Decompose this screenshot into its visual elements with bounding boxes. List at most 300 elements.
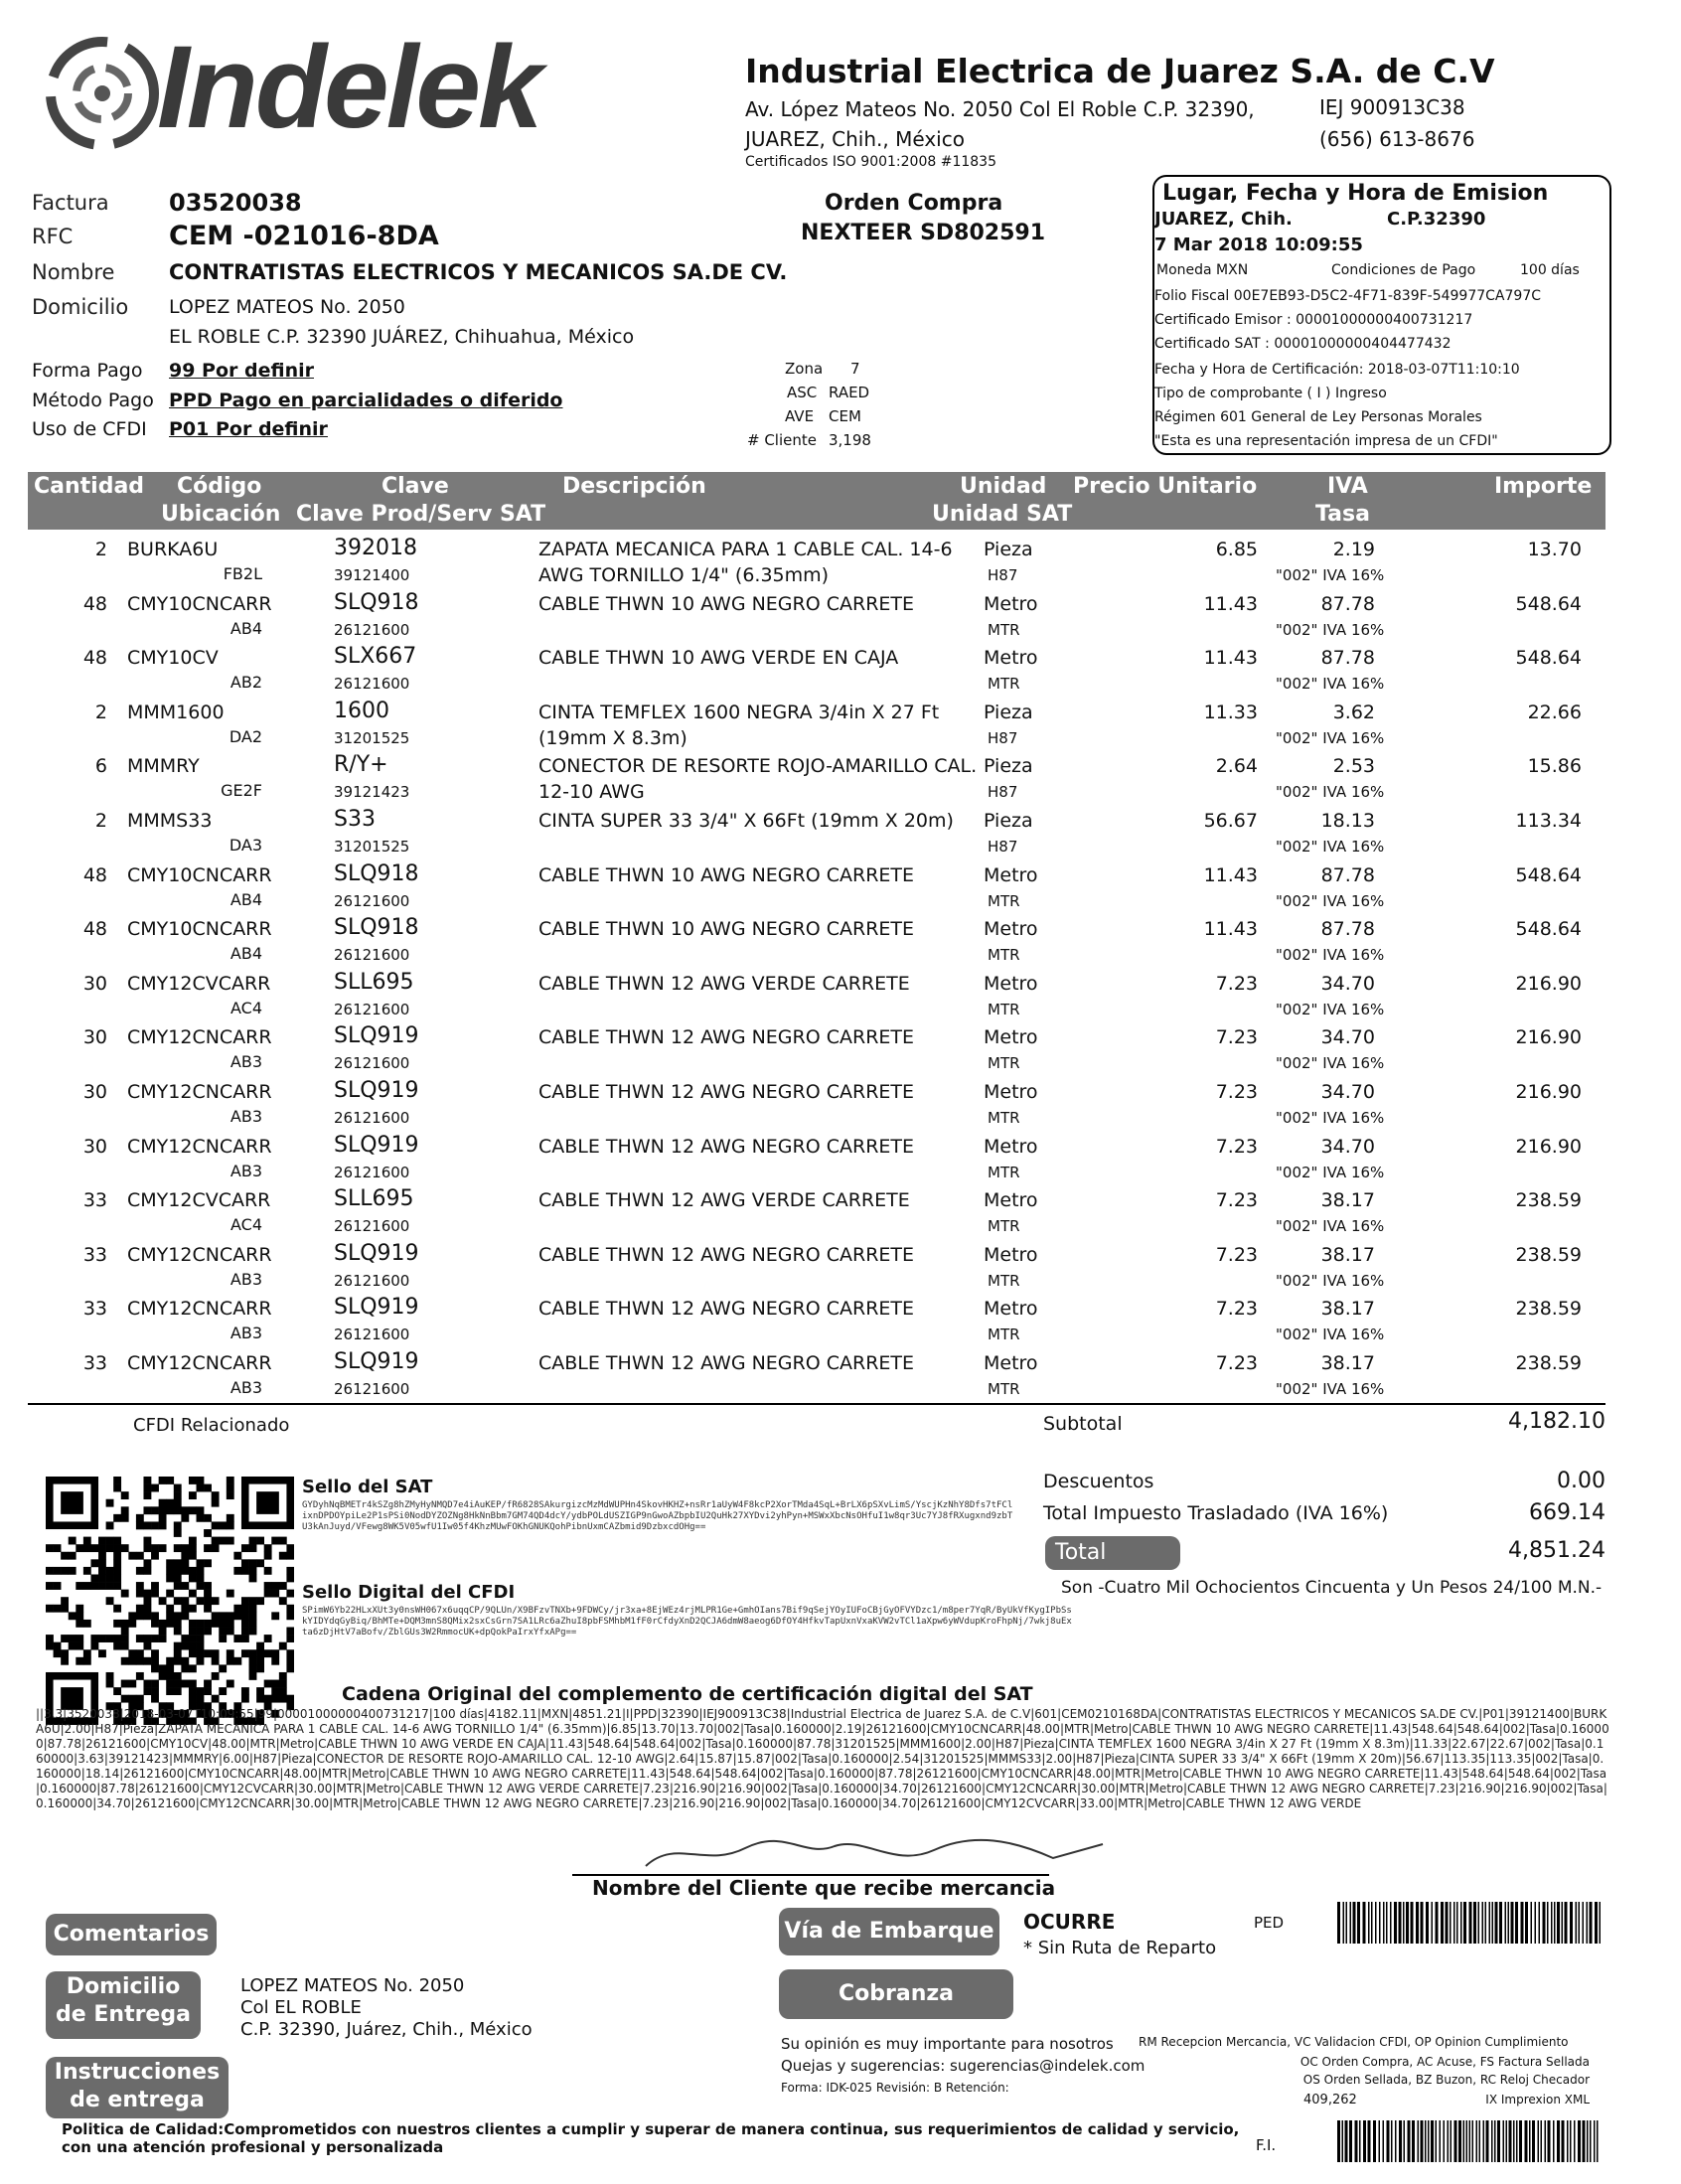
table-row bbox=[28, 1132, 1605, 1190]
barcode-bottom-icon bbox=[1335, 2120, 1604, 2162]
domicilio-line2: EL ROBLE C.P. 32390 JUÁREZ, Chihuahua, México bbox=[169, 326, 635, 348]
company-address1: Av. López Mateos No. 2050 Col El Roble C.P. 32390, bbox=[745, 97, 1255, 121]
cell-tasa: "002" IVA 16% bbox=[1276, 1217, 1385, 1236]
cell-unidad-sat: MTR bbox=[988, 1054, 1020, 1073]
cell-unidad: Metro bbox=[984, 1298, 1038, 1321]
cell-cantidad: 33 bbox=[82, 1189, 107, 1212]
cell-unidad-sat: MTR bbox=[988, 1217, 1020, 1236]
cell-precio: 7.23 bbox=[1215, 1135, 1258, 1158]
cell-ubicacion: AB3 bbox=[229, 1269, 262, 1289]
fi-label: F.I. bbox=[1256, 2136, 1277, 2154]
emission-fecha-cert: Fecha y Hora de Certificación: 2018-03-07T11:10:10 bbox=[1154, 362, 1520, 378]
legend-line4: IX Imprexion XML bbox=[1485, 2093, 1590, 2106]
cell-importe: 548.64 bbox=[1515, 592, 1582, 615]
cell-cantidad: 30 bbox=[82, 1026, 107, 1049]
cell-clave: SLQ918 bbox=[334, 860, 419, 886]
cell-unidad: Metro bbox=[984, 972, 1038, 995]
cell-clave-sat: 26121600 bbox=[334, 620, 410, 639]
table-row bbox=[28, 1240, 1605, 1299]
cell-precio: 7.23 bbox=[1215, 1352, 1258, 1374]
cell-clave-sat: 26121600 bbox=[334, 1109, 410, 1127]
ave-label: AVE bbox=[785, 407, 815, 425]
table-header bbox=[28, 472, 1605, 530]
cell-ubicacion: GE2F bbox=[221, 781, 262, 801]
cell-tasa: "002" IVA 16% bbox=[1276, 783, 1385, 802]
table-row bbox=[28, 1078, 1605, 1136]
factura-label: Factura bbox=[32, 191, 109, 215]
emission-tipo: Tipo de comprobante ( I ) Ingreso bbox=[1154, 386, 1387, 401]
cell-importe: 238.59 bbox=[1515, 1298, 1582, 1321]
cell-descripcion-1: CABLE THWN 10 AWG VERDE EN CAJA bbox=[538, 647, 899, 670]
table-row bbox=[28, 698, 1605, 756]
table-row bbox=[28, 969, 1605, 1027]
cell-clave-sat: 31201525 bbox=[334, 728, 410, 747]
cell-precio: 7.23 bbox=[1215, 1243, 1258, 1266]
uso-value: P01 Por definir bbox=[169, 418, 328, 440]
cell-unidad-sat: MTR bbox=[988, 1380, 1020, 1398]
cell-descripcion-1: CABLE THWN 12 AWG VERDE CARRETE bbox=[538, 1189, 910, 1212]
cell-clave: SLQ918 bbox=[334, 589, 419, 615]
legend-line3: OS Orden Sellada, BZ Buzon, RC Reloj Checador bbox=[1302, 2073, 1590, 2087]
cell-clave: SLL695 bbox=[334, 1186, 414, 1212]
cell-descripcion-1: ZAPATA MECANICA PARA 1 CABLE CAL. 14-6 bbox=[538, 539, 953, 560]
cell-tasa: "002" IVA 16% bbox=[1276, 728, 1385, 747]
cell-descripcion-1: CONECTOR DE RESORTE ROJO-AMARILLO CAL. bbox=[538, 755, 978, 778]
header-unidad-sat: Unidad SAT bbox=[932, 502, 1073, 527]
cell-importe: 216.90 bbox=[1515, 972, 1582, 995]
cell-clave: SLQ919 bbox=[334, 1295, 419, 1321]
impuesto-label: Total Impuesto Trasladado (IVA 16%) bbox=[1043, 1502, 1389, 1524]
cell-clave-sat: 39121400 bbox=[334, 566, 410, 584]
sello-sat-value: GYDyhNqBMETr4kSZg8hZMyHyNMQD7e4iAuKEP/fR6828SAkurgizcMzMdWUPHn4SkovHKHZ+nsRr1aUyW4F8kcP2XorTMda4SqL+BrLX6pSXvLimS/YscjKzNhY8Dfs7tFClixnDPDOYpiLe2P1sPSi0NodDYZOZNg8HkNnBbm7GM74QD4dcY/ydbPOLdUSZIGP9nGwoAZbpbIU2QuHk27XYDvi2yhPyn+MSWxXbcNsOHfuI1w8qr3Uc7YJ8fRXugxnd9zbTU3kAnJuyd/VFewg8WK5V05wfU1Iw05f4KhzMUwFOKhGNUKQohPibnUxmCAZbmid9DzbxcdOHg== bbox=[302, 1500, 1013, 1532]
emission-place: JUAREZ, Chih. bbox=[1154, 209, 1293, 230]
cell-cantidad: 33 bbox=[82, 1298, 107, 1321]
cell-cantidad: 48 bbox=[82, 647, 107, 670]
cell-tasa: "002" IVA 16% bbox=[1276, 946, 1385, 965]
cfdi-relacionado: CFDI Relacionado bbox=[133, 1415, 290, 1436]
table-row bbox=[28, 644, 1605, 702]
logo-text: Indelek bbox=[157, 22, 540, 153]
cell-ubicacion: AB3 bbox=[229, 1324, 262, 1343]
cell-codigo: MMMRY bbox=[127, 755, 200, 778]
cell-cantidad: 48 bbox=[82, 863, 107, 886]
cell-iva: 18.13 bbox=[1320, 810, 1375, 832]
table-row bbox=[28, 807, 1605, 864]
cell-unidad-sat: MTR bbox=[988, 620, 1020, 639]
cell-unidad: Metro bbox=[984, 918, 1038, 941]
cobranza-label: Cobranza bbox=[779, 1969, 1013, 2019]
asc-label: ASC bbox=[787, 384, 818, 401]
legend-line2: OC Orden Compra, AC Acuse, FS Factura Sellada bbox=[1299, 2055, 1590, 2069]
emission-nota: "Esta es una representación impresa de un CFDI" bbox=[1154, 433, 1498, 449]
cell-unidad: Metro bbox=[984, 1135, 1038, 1158]
cell-codigo: MMM1600 bbox=[127, 701, 225, 723]
cell-unidad: Metro bbox=[984, 1189, 1038, 1212]
legend-line1: RM Recepcion Mercancia, VC Validacion CFDI, OP Opinion Cumplimiento bbox=[1139, 2035, 1569, 2049]
cell-tasa: "002" IVA 16% bbox=[1276, 1271, 1385, 1290]
cell-descripcion-1: CINTA TEMFLEX 1600 NEGRA 3/4in X 27 Ft bbox=[538, 701, 940, 723]
cell-unidad: Pieza bbox=[984, 539, 1033, 560]
emission-folio: Folio Fiscal 00E7EB93-D5C2-4F71-839F-549977CA797C bbox=[1154, 288, 1541, 304]
cell-cantidad: 48 bbox=[82, 918, 107, 941]
cell-clave: 392018 bbox=[334, 536, 417, 560]
cell-clave-sat: 39121423 bbox=[334, 783, 410, 802]
cell-codigo: CMY12CVCARR bbox=[127, 972, 271, 995]
cell-clave-sat: 26121600 bbox=[334, 1163, 410, 1181]
cell-tasa: "002" IVA 16% bbox=[1276, 1109, 1385, 1127]
domicilio-entrega-label: Domicilio de Entrega bbox=[46, 1971, 201, 2039]
cell-clave: SLQ919 bbox=[334, 1023, 419, 1049]
cell-importe: 238.59 bbox=[1515, 1243, 1582, 1266]
table-row bbox=[28, 1186, 1605, 1244]
cell-codigo: CMY10CNCARR bbox=[127, 863, 272, 886]
uso-label: Uso de CFDI bbox=[32, 418, 147, 440]
zona-label: Zona bbox=[785, 360, 824, 378]
entrega-line1: LOPEZ MATEOS No. 2050 bbox=[240, 1975, 465, 1996]
cell-codigo: CMY10CNCARR bbox=[127, 918, 272, 941]
header-codigo: Código bbox=[177, 474, 262, 499]
cell-precio: 7.23 bbox=[1215, 1189, 1258, 1212]
cell-iva: 2.19 bbox=[1332, 539, 1375, 560]
table-row bbox=[28, 589, 1605, 648]
sello-sat-label: Sello del SAT bbox=[302, 1477, 433, 1497]
cell-clave-sat: 26121600 bbox=[334, 946, 410, 965]
cell-clave: SLQ919 bbox=[334, 1349, 419, 1374]
cell-descripcion-1: CABLE THWN 12 AWG VERDE CARRETE bbox=[538, 972, 910, 995]
cell-iva: 38.17 bbox=[1320, 1243, 1375, 1266]
cell-tasa: "002" IVA 16% bbox=[1276, 891, 1385, 910]
cell-codigo: CMY10CNCARR bbox=[127, 592, 272, 615]
cell-codigo: BURKA6U bbox=[127, 539, 219, 560]
cell-clave: SLQ919 bbox=[334, 1240, 419, 1266]
cell-precio: 11.33 bbox=[1203, 701, 1258, 723]
cell-clave-sat: 26121600 bbox=[334, 1326, 410, 1344]
asc-value: RAED bbox=[829, 384, 870, 401]
domicilio-label: Domicilio bbox=[32, 295, 129, 319]
cell-precio: 2.64 bbox=[1215, 755, 1258, 778]
cell-iva: 38.17 bbox=[1320, 1298, 1375, 1321]
cell-descripcion-1: CABLE THWN 12 AWG NEGRO CARRETE bbox=[538, 1352, 915, 1374]
ruta-value: * Sin Ruta de Reparto bbox=[1023, 1938, 1217, 1958]
cell-precio: 7.23 bbox=[1215, 972, 1258, 995]
cell-importe: 238.59 bbox=[1515, 1189, 1582, 1212]
emission-cert-emisor: Certificado Emisor : 00001000000400731217 bbox=[1154, 312, 1473, 328]
cell-unidad: Pieza bbox=[984, 701, 1033, 723]
cell-descripcion-1: CABLE THWN 10 AWG NEGRO CARRETE bbox=[538, 918, 915, 941]
cell-precio: 7.23 bbox=[1215, 1081, 1258, 1103]
cell-ubicacion: FB2L bbox=[223, 564, 262, 583]
cell-precio: 56.67 bbox=[1203, 810, 1258, 832]
cell-clave: SLX667 bbox=[334, 644, 417, 670]
cell-importe: 548.64 bbox=[1515, 918, 1582, 941]
rfc-value: CEM -021016-8DA bbox=[169, 221, 439, 251]
cell-unidad-sat: H87 bbox=[988, 783, 1018, 802]
cell-unidad: Metro bbox=[984, 1243, 1038, 1266]
cell-unidad-sat: MTR bbox=[988, 1271, 1020, 1290]
cell-clave: SLQ918 bbox=[334, 915, 419, 941]
cell-clave: R/Y+ bbox=[334, 752, 388, 778]
emission-cert-sat: Certificado SAT : 00001000000404477432 bbox=[1154, 336, 1452, 352]
cell-unidad: Metro bbox=[984, 647, 1038, 670]
cell-cantidad: 30 bbox=[82, 972, 107, 995]
cadena-label: Cadena Original del complemento de certificación digital del SAT bbox=[342, 1683, 1033, 1705]
cell-unidad: Metro bbox=[984, 1352, 1038, 1374]
cell-descripcion-1: CABLE THWN 12 AWG NEGRO CARRETE bbox=[538, 1135, 915, 1158]
cell-tasa: "002" IVA 16% bbox=[1276, 1326, 1385, 1344]
table-row bbox=[28, 1023, 1605, 1081]
cell-clave: S33 bbox=[334, 807, 376, 832]
cell-unidad-sat: MTR bbox=[988, 1109, 1020, 1127]
cell-tasa: "002" IVA 16% bbox=[1276, 675, 1385, 694]
cell-importe: 548.64 bbox=[1515, 863, 1582, 886]
cell-importe: 22.66 bbox=[1527, 701, 1582, 723]
orden-label: Orden Compra bbox=[825, 191, 1003, 216]
cell-importe: 13.70 bbox=[1527, 539, 1582, 560]
header-clave: Clave bbox=[382, 474, 449, 499]
company-name: Industrial Electrica de Juarez S.A. de C.V bbox=[745, 52, 1495, 90]
cell-cantidad: 2 bbox=[94, 701, 107, 723]
cell-clave-sat: 26121600 bbox=[334, 1000, 410, 1018]
company-rfc: IEJ 900913C38 bbox=[1319, 95, 1465, 119]
cell-iva: 38.17 bbox=[1320, 1352, 1375, 1374]
forma-text: Forma: IDK-025 Revisión: B Retención: bbox=[781, 2081, 1009, 2095]
cell-importe: 238.59 bbox=[1515, 1352, 1582, 1374]
cell-ubicacion: AB2 bbox=[229, 673, 262, 693]
cell-clave-sat: 26121600 bbox=[334, 1380, 410, 1398]
rfc-label: RFC bbox=[32, 225, 74, 248]
cell-cantidad: 48 bbox=[82, 592, 107, 615]
cell-unidad-sat: H87 bbox=[988, 728, 1018, 747]
via-value: OCURRE bbox=[1023, 1910, 1116, 1934]
zona-value: 7 bbox=[850, 360, 860, 378]
cell-ubicacion: AB3 bbox=[229, 1052, 262, 1072]
ave-value: CEM bbox=[829, 407, 861, 425]
emission-datetime: 7 Mar 2018 10:09:55 bbox=[1154, 234, 1363, 255]
barcode-top-icon bbox=[1335, 1902, 1604, 1944]
cliente-value: 3,198 bbox=[829, 431, 871, 449]
table-row bbox=[28, 1349, 1605, 1407]
table-bottom-line bbox=[28, 1403, 1605, 1405]
domicilio-line1: LOPEZ MATEOS No. 2050 bbox=[169, 296, 405, 318]
cell-codigo: CMY12CNCARR bbox=[127, 1243, 272, 1266]
cell-unidad-sat: MTR bbox=[988, 1000, 1020, 1018]
nombre-value: CONTRATISTAS ELECTRICOS Y MECANICOS SA.DE CV. bbox=[169, 260, 788, 284]
company-phone: (656) 613-8676 bbox=[1319, 127, 1475, 151]
cell-descripcion-1: CABLE THWN 12 AWG NEGRO CARRETE bbox=[538, 1243, 915, 1266]
cell-codigo: CMY12CNCARR bbox=[127, 1026, 272, 1049]
cell-codigo: CMY12CNCARR bbox=[127, 1135, 272, 1158]
cell-unidad-sat: MTR bbox=[988, 675, 1020, 694]
emission-cp: C.P.32390 bbox=[1387, 209, 1486, 230]
cell-ubicacion: DA2 bbox=[229, 726, 262, 746]
cell-ubicacion: AB4 bbox=[229, 618, 262, 638]
cell-clave: 1600 bbox=[334, 698, 389, 723]
cell-codigo: CMY12CNCARR bbox=[127, 1081, 272, 1103]
cell-cantidad: 33 bbox=[82, 1352, 107, 1374]
header-importe: Importe bbox=[1494, 474, 1593, 499]
cell-cantidad: 30 bbox=[82, 1081, 107, 1103]
sello-cfdi-value: SPimW6Yb22HLxXUt3y0nsWH067x6uqqCP/9QLUn/X9BFzvTNXb+9FDWCy/jr3xa+8EjWEz4rjMLPR1Ge+GmhOIans7Bif9qSejYOyIUFoCBjGyOFVYDzc1/m8per7YqR/ByUkVfKygIPbSskYIDYdqGyBiq/BhMTe+DQM3mnS8QMix2sxCsGrn7SA1LRc6aZhuI8pbFSMhbM1fF0rCfdyXnD2QCJA6dmW8aeog6DfOY4HfkvTapUxnVxaKVW2vTCl1aXpw6yWVdupKroFhpNj/7wkj8uExta6zDjHtV7aBofv/ZblGUs3W2RmmocUK+dpQokPaIrxYfxAPg== bbox=[302, 1606, 1072, 1638]
cell-codigo: MMMS33 bbox=[127, 810, 213, 832]
cell-tasa: "002" IVA 16% bbox=[1276, 1380, 1385, 1398]
signature-icon bbox=[636, 1828, 1113, 1878]
cell-iva: 87.78 bbox=[1320, 647, 1375, 670]
table-row bbox=[28, 860, 1605, 919]
cell-tasa: "002" IVA 16% bbox=[1276, 1163, 1385, 1181]
cell-unidad-sat: MTR bbox=[988, 946, 1020, 965]
emission-title: Lugar, Fecha y Hora de Emision bbox=[1162, 181, 1549, 206]
quejas-text: Quejas y sugerencias: sugerencias@indelek.com bbox=[781, 2057, 1146, 2075]
emission-moneda: Moneda MXN bbox=[1156, 262, 1249, 278]
cell-unidad: Pieza bbox=[984, 755, 1033, 778]
orden-value: NEXTEER SD802591 bbox=[801, 221, 1046, 245]
total-label: Total bbox=[1045, 1536, 1180, 1570]
total-value: 4,851.24 bbox=[1508, 1538, 1605, 1563]
cell-unidad-sat: H87 bbox=[988, 838, 1018, 856]
cell-iva: 34.70 bbox=[1320, 1026, 1375, 1049]
cell-ubicacion: AB3 bbox=[229, 1378, 262, 1397]
header-iva: IVA bbox=[1327, 474, 1368, 499]
cell-ubicacion: AC4 bbox=[229, 998, 262, 1017]
cell-iva: 34.70 bbox=[1320, 972, 1375, 995]
descuentos-label: Descuentos bbox=[1043, 1471, 1154, 1492]
company-logo bbox=[28, 24, 664, 163]
emission-dias: 100 días bbox=[1520, 262, 1580, 278]
cell-iva: 34.70 bbox=[1320, 1081, 1375, 1103]
cell-descripcion-2: (19mm X 8.3m) bbox=[538, 726, 688, 749]
cell-unidad-sat: MTR bbox=[988, 1326, 1020, 1344]
cell-iva: 87.78 bbox=[1320, 918, 1375, 941]
company-address2: JUAREZ, Chih., México bbox=[745, 127, 965, 151]
politica-text: Politica de Calidad:Comprometidos con nuestros clientes a cumplir y superar de manera continua, sus requerimientos de calidad y servicio, con una atención profesional y personalizada bbox=[62, 2120, 1240, 2156]
cell-precio: 6.85 bbox=[1215, 539, 1258, 560]
impuesto-value: 669.14 bbox=[1529, 1500, 1605, 1525]
cell-precio: 7.23 bbox=[1215, 1026, 1258, 1049]
table-row bbox=[28, 536, 1605, 593]
cell-iva: 34.70 bbox=[1320, 1135, 1375, 1158]
cell-importe: 548.64 bbox=[1515, 647, 1582, 670]
cell-cantidad: 2 bbox=[94, 810, 107, 832]
cell-iva: 87.78 bbox=[1320, 863, 1375, 886]
cell-clave-sat: 26121600 bbox=[334, 1217, 410, 1236]
total-letra: Son -Cuatro Mil Ochocientos Cincuenta y Un Pesos 24/100 M.N.- bbox=[1061, 1578, 1603, 1598]
cell-unidad: Pieza bbox=[984, 810, 1033, 832]
cell-unidad: Metro bbox=[984, 863, 1038, 886]
cell-clave-sat: 26121600 bbox=[334, 675, 410, 694]
cell-tasa: "002" IVA 16% bbox=[1276, 620, 1385, 639]
metodo-value: PPD Pago en parcialidades o diferido bbox=[169, 390, 563, 411]
header-unidad: Unidad bbox=[960, 474, 1047, 499]
cell-unidad: Metro bbox=[984, 1081, 1038, 1103]
legend-number: 409,262 bbox=[1303, 2093, 1357, 2107]
cell-descripcion-1: CABLE THWN 12 AWG NEGRO CARRETE bbox=[538, 1081, 915, 1103]
nombre-label: Nombre bbox=[32, 260, 115, 284]
cell-tasa: "002" IVA 16% bbox=[1276, 838, 1385, 856]
cell-descripcion-1: CINTA SUPER 33 3/4" X 66Ft (19mm X 20m) bbox=[538, 810, 954, 832]
cell-tasa: "002" IVA 16% bbox=[1276, 1000, 1385, 1018]
firma-label: Nombre del Cliente que recibe mercancia bbox=[592, 1876, 1056, 1900]
cell-unidad-sat: H87 bbox=[988, 566, 1018, 584]
cell-importe: 216.90 bbox=[1515, 1135, 1582, 1158]
cell-iva: 87.78 bbox=[1320, 592, 1375, 615]
cell-precio: 11.43 bbox=[1203, 592, 1258, 615]
cell-cantidad: 2 bbox=[94, 539, 107, 560]
logo-swirl-icon bbox=[28, 24, 177, 163]
cell-unidad-sat: MTR bbox=[988, 891, 1020, 910]
forma-label: Forma Pago bbox=[32, 360, 143, 382]
cell-importe: 15.86 bbox=[1527, 755, 1582, 778]
cadena-value: ||3.3|3520038|2018-03-07T10:09:55|99|00001000000400731217|100 días|4182.11|MXN|4851.21|I|PPD|32390|IEJ900913C38|Industrial Electrica de Juarez S.A. de C.V|601|CEM0210168DA|CONTRATISTAS ELECTRICOS Y MECANICOS SA.DE CV.|P01|39121400|BURKA6U|2.00|H87|Pieza|ZAPATA MECANICA PARA 1 CABLE CAL. 14-6 AWG TORNILLO 1/4" (6.35mm)|6.85|13.70|13.70|002|Tasa|0.160000|2.19|26121600|CMY10CNCARR|48.00|MTR|Metro|CABLE THWN 10 AWG NEGRO CARRETE|11.43|548.64|548.64|002|Tasa|0.160000|87.78|26121600|CMY10CV|48.00|MTR|Metro|CABLE THWN 10 AWG VERDE EN CAJA|11.43|548.64|548.64|002|Tasa|0.160000|87.78|31201525|MMM1600|2.00|H87|Pieza|CINTA TEMFLEX 1600 NEGRA 3/4in X 27 Ft (19mm X 8.3m)|11.33|22.67|22.67|002|Tasa|0.160000|3.63|39121423|MMMRY|6.00|H87|Pieza|CONECTOR DE RESORTE ROJO-AMARILLO CAL. 12-10 AWG|2.64|15.87|15.87|002|Tasa|0.160000|2.54|31201525|MMMS33|2.00|H87|Pieza|CINTA SUPER 33 3/4" X 66Ft (19mm X 20m)|56.67|113.35|113.35|002|Tasa|0.160000|18.14|26121600|CMY10CNCARR|48.00|MTR|Metro|CABLE THWN 10 AWG NEGRO CARRETE|11.43|548.64|548.64|002|Tasa|0.160000|87.78|26121600|CMY10CNCARR|48.00|MTR|Metro|CABLE THWN 10 AWG NEGRO CARRETE|11.43|548.64|548.64|002|Tasa|0.160000|87.78|26121600|CMY12CVCARR|30.00|MTR|Metro|CABLE THWN 12 AWG VERDE CARRETE|7.23|216.90|216.90|002|Tasa|0.160000|34.70|26121600|CMY12CNCARR|30.00|MTR|Metro|CABLE THWN 12 AWG NEGRO CARRETE|7.23|216.90|216.90|002|Tasa|0.160000|34.70|26121600|CMY12CNCARR|30.00|MTR|Metro|CABLE THWN 12 AWG NEGRO CARRETE|7.23|216.90|216.90|002|Tasa|0.160000|34.70|26121600|CMY12CVCARR|33.00|MTR|Metro|CABLE THWN 12 AWG VERDE bbox=[36, 1707, 1609, 1810]
cell-codigo: CMY12CVCARR bbox=[127, 1189, 271, 1212]
cell-descripcion-1: CABLE THWN 10 AWG NEGRO CARRETE bbox=[538, 592, 915, 615]
cell-clave: SLQ919 bbox=[334, 1078, 419, 1103]
cell-tasa: "002" IVA 16% bbox=[1276, 566, 1385, 584]
cell-precio: 7.23 bbox=[1215, 1298, 1258, 1321]
header-ubicacion: Ubicación bbox=[161, 502, 281, 527]
cell-cantidad: 33 bbox=[82, 1243, 107, 1266]
header-clave-sat: Clave Prod/Serv SAT bbox=[296, 502, 546, 527]
ped-label: PED bbox=[1254, 1914, 1285, 1932]
via-embarque-label: Vía de Embarque bbox=[779, 1908, 999, 1955]
table-row bbox=[28, 1295, 1605, 1352]
cell-importe: 113.34 bbox=[1515, 810, 1582, 832]
cell-descripcion-1: CABLE THWN 12 AWG NEGRO CARRETE bbox=[538, 1026, 915, 1049]
cell-ubicacion: DA3 bbox=[229, 836, 262, 855]
cell-codigo: CMY12CNCARR bbox=[127, 1298, 272, 1321]
header-tasa: Tasa bbox=[1315, 502, 1370, 527]
cliente-label: # Cliente bbox=[747, 431, 817, 449]
entrega-line3: C.P. 32390, Juárez, Chih., México bbox=[240, 2019, 533, 2040]
descuentos-value: 0.00 bbox=[1557, 1469, 1605, 1493]
cell-precio: 11.43 bbox=[1203, 863, 1258, 886]
cell-ubicacion: AB3 bbox=[229, 1161, 262, 1180]
opinion-text: Su opinión es muy importante para nosotros bbox=[781, 2035, 1114, 2053]
cell-clave: SLL695 bbox=[334, 969, 414, 995]
cell-iva: 2.53 bbox=[1332, 755, 1375, 778]
cell-importe: 216.90 bbox=[1515, 1081, 1582, 1103]
cell-unidad: Metro bbox=[984, 592, 1038, 615]
cell-ubicacion: AB4 bbox=[229, 889, 262, 909]
cell-cantidad: 30 bbox=[82, 1135, 107, 1158]
cell-ubicacion: AC4 bbox=[229, 1215, 262, 1235]
cell-ubicacion: AB3 bbox=[229, 1107, 262, 1126]
cell-tasa: "002" IVA 16% bbox=[1276, 1054, 1385, 1073]
cell-unidad: Metro bbox=[984, 1026, 1038, 1049]
entrega-line2: Col EL ROBLE bbox=[240, 1997, 362, 2018]
cell-descripcion-1: CABLE THWN 10 AWG NEGRO CARRETE bbox=[538, 863, 915, 886]
cell-cantidad: 6 bbox=[94, 755, 107, 778]
table-row bbox=[28, 752, 1605, 810]
cell-clave-sat: 26121600 bbox=[334, 1054, 410, 1073]
cell-unidad-sat: MTR bbox=[988, 1163, 1020, 1181]
header-cantidad: Cantidad bbox=[34, 474, 145, 499]
factura-number: 03520038 bbox=[169, 189, 302, 217]
qr-code-icon bbox=[46, 1477, 294, 1725]
cell-clave: SLQ919 bbox=[334, 1132, 419, 1158]
comentarios-label: Comentarios bbox=[46, 1914, 217, 1955]
emission-condiciones: Condiciones de Pago bbox=[1331, 262, 1476, 278]
emission-regimen: Régimen 601 General de Ley Personas Morales bbox=[1154, 409, 1482, 425]
cell-clave-sat: 31201525 bbox=[334, 838, 410, 856]
forma-value: 99 Por definir bbox=[169, 360, 314, 382]
cell-descripcion-2: AWG TORNILLO 1/4" (6.35mm) bbox=[538, 564, 830, 586]
cell-clave-sat: 26121600 bbox=[334, 1271, 410, 1290]
header-precio: Precio Unitario bbox=[1073, 474, 1258, 499]
cell-iva: 3.62 bbox=[1332, 701, 1375, 723]
cell-ubicacion: AB4 bbox=[229, 944, 262, 964]
cell-importe: 216.90 bbox=[1515, 1026, 1582, 1049]
cell-clave-sat: 26121600 bbox=[334, 891, 410, 910]
